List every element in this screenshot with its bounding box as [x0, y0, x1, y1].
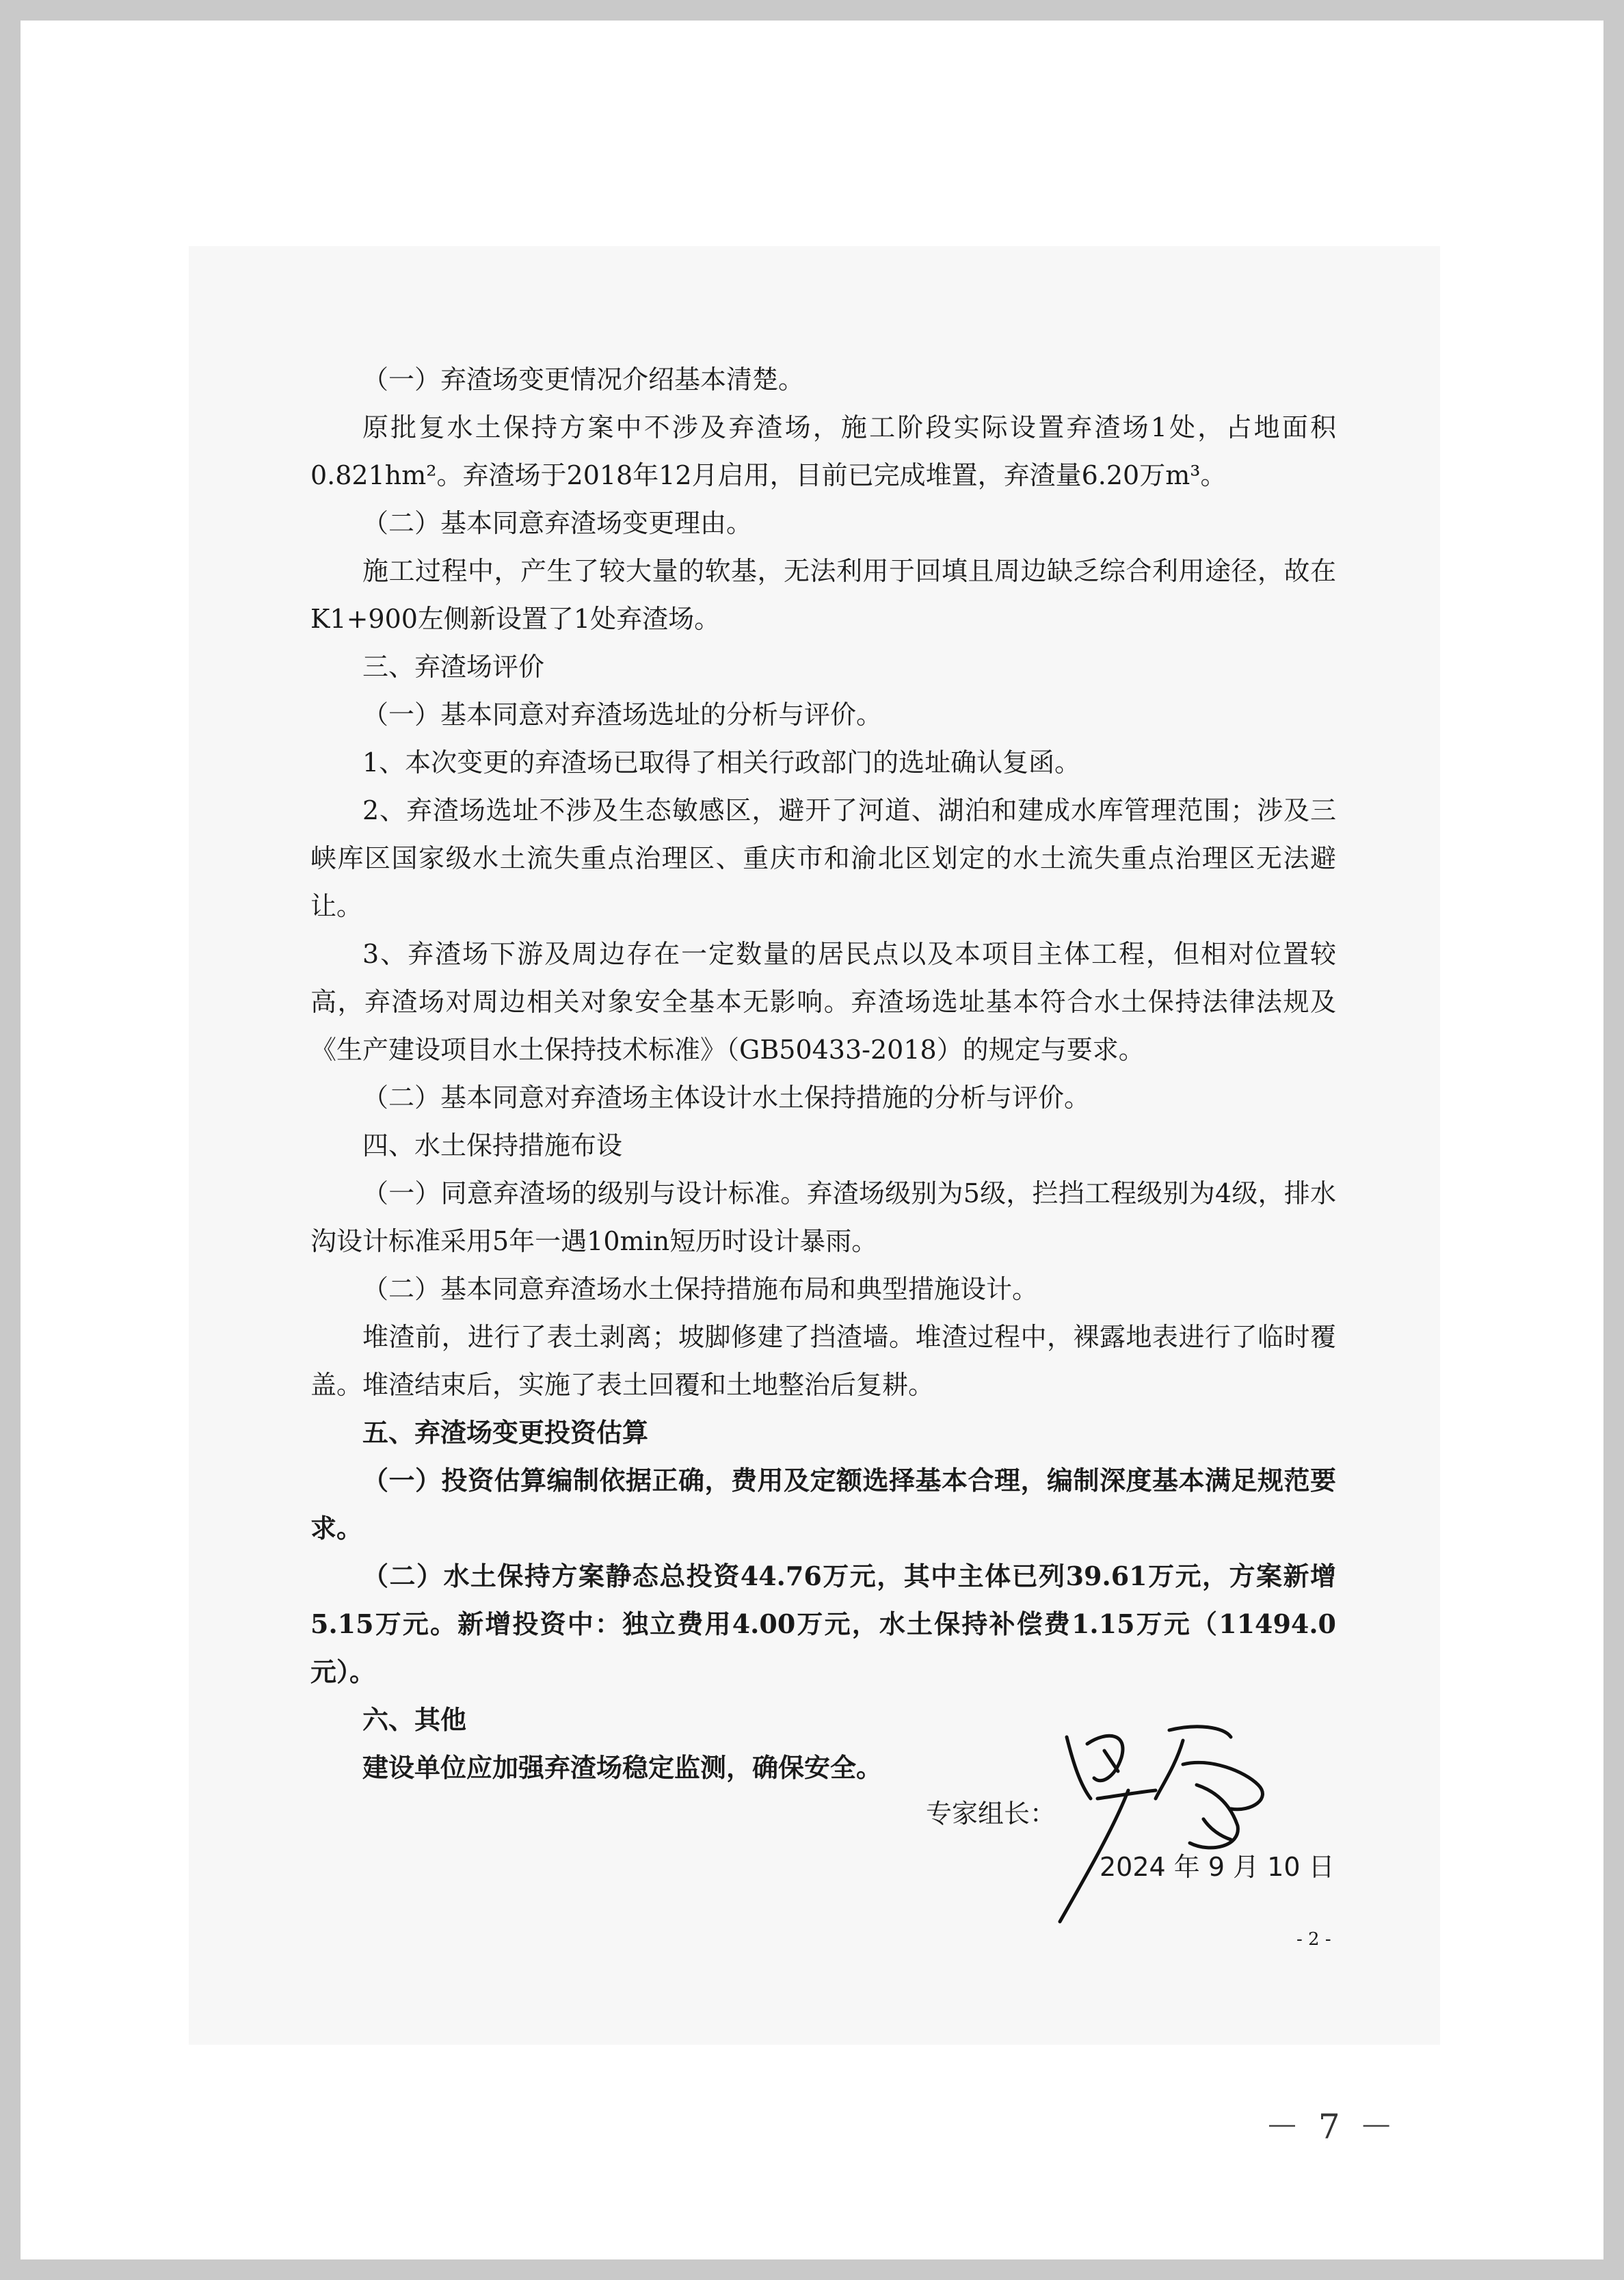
- paragraph: （一）同意弃渣场的级别与设计标准。弃渣场级别为5级，拦挡工程级别为4级，排水沟设计标准采用5年一遇10min短历时设计暴雨。: [310, 1178, 1336, 1256]
- paragraph: 2、弃渣场选址不涉及生态敏感区，避开了河道、湖泊和建成水库管理范围；涉及三峡库区国家级水土流失重点治理区、重庆市和渝北区划定的水土流失重点治理区无法避让。: [310, 795, 1336, 921]
- paragraph: （二）水土保持方案静态总投资44.76万元，其中主体已列39.61万元，方案新增5.15万元。新增投资中：独立费用4.00万元，水土保持补偿费1.15万元（11494.0元）。: [310, 1561, 1336, 1687]
- paragraph: 施工过程中，产生了较大量的软基，无法利用于回填且周边缺乏综合利用途径，故在K1+900左侧新设置了1处弃渣场。: [310, 556, 1336, 634]
- paragraph: （二）基本同意弃渣场水土保持措施布局和典型措施设计。: [362, 1274, 1039, 1304]
- paragraph: （一）弃渣场变更情况介绍基本清楚。: [362, 364, 805, 395]
- paragraph: 1、本次变更的弃渣场已取得了相关行政部门的选址确认复函。: [362, 747, 1081, 778]
- section-heading: 六、其他: [362, 1704, 467, 1735]
- paragraph: （二）基本同意弃渣场变更理由。: [362, 508, 753, 538]
- section-heading: 三、弃渣场评价: [362, 652, 545, 682]
- document-body: [310, 356, 1336, 1792]
- signature-label: 专家组长：: [926, 1799, 1056, 1829]
- section-heading: 五、弃渣场变更投资估算: [362, 1417, 649, 1448]
- paragraph: 3、弃渣场下游及周边存在一定数量的居民点以及本项目主体工程，但相对位置较高，弃渣场对周边相关对象安全基本无影响。弃渣场选址基本符合水土保持法律法规及《生产建设项目水土保持技术标准》（GB50433-2018）的规定与要求。: [310, 939, 1336, 1065]
- paragraph: （二）基本同意对弃渣场主体设计水土保持措施的分析与评价。: [362, 1083, 1091, 1113]
- signing-date: 2024 年 9 月 10 日: [1100, 1852, 1335, 1882]
- paragraph: 堆渣前，进行了表土剥离；坡脚修建了挡渣墙。堆渣过程中，裸露地表进行了临时覆盖。堆渣结束后，实施了表土回覆和土地整治后复耕。: [310, 1322, 1336, 1400]
- section-heading: 四、水土保持措施布设: [362, 1130, 623, 1161]
- handwritten-signature: [1026, 1710, 1299, 1928]
- paragraph: （一）基本同意对弃渣场选址的分析与评价。: [362, 700, 883, 730]
- paragraph: （一）投资估算编制依据正确，费用及定额选择基本合理，编制深度基本满足规范要求。: [310, 1465, 1336, 1543]
- paragraph: 原批复水土保持方案中不涉及弃渣场，施工阶段实际设置弃渣场1处，占地面积0.821hm²。弃渣场于2018年12月启用，目前已完成堆置，弃渣量6.20万m³。: [310, 412, 1336, 490]
- paragraph: 建设单位应加强弃渣场稳定监测，确保安全。: [362, 1752, 883, 1783]
- inner-page-number: - 2 -: [1296, 1929, 1331, 1950]
- outer-page-number: － 7 －: [1265, 2107, 1398, 2147]
